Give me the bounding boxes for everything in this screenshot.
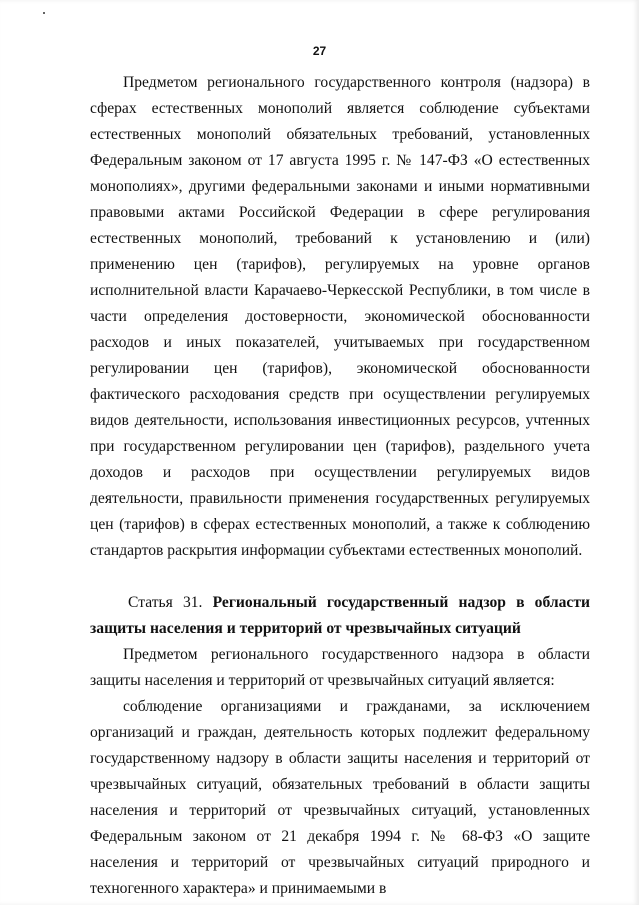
paragraph-natural-monopolies-control: Предметом регионального государственного контроля (надзора) в сферах естественных монополий является соблюдение субъектами естественных монополий обязательных требований, установленных Федеральным законом от 17 августа 1995 г. № 147-ФЗ «О естественных монополиях», другими федеральными законами и иными нормативными правовыми актами Российской Федерации в сфере регулирования естественных монополий, требований к установлению и (или) применению цен (тарифов), регулируемых на уровне органов исполнительной власти Карачаево-Черкесской Республики, в том числе в части определения достоверности, экономической обоснованности расходов и иных показателей, учитываемых при государственном регулировании цен (тарифов), экономической обоснованности фактического расходования средств при осуществлении регулируемых видов деятельности, использования инвестиционных ресурсов, учтенных при государственном регулировании цен (тарифов), раздельного учета доходов и расходов при осуществлении регулируемых видов деятельности, правильности применения государственных регулируемых цен (тарифов) в сферах естественных монополий, а также к соблюдению стандартов раскрытия информации субъектами естественных монополий. [90, 74, 590, 559]
document-body [90, 70, 590, 902]
article-31-heading [90, 590, 590, 642]
article-title: Региональный государственный надзор в области защиты населения и территорий от чрезвычайных ситуаций [90, 594, 590, 637]
paragraph-compliance-requirements: соблюдение организациями и гражданами, за исключением организаций и граждан, деятельность которых подлежит федеральному государственному надзору в области защиты населения и территорий от чрезвычайных ситуаций, обязательных требований в области защиты населения и территорий от чрезвычайных ситуаций, установленных Федеральным законом от 21 декабря 1994 г. № 68-ФЗ «О защите населения и территорий от чрезвычайных ситуаций природного и техногенного характера» и принимаемыми в [90, 698, 590, 897]
scan-artifact-dot [43, 12, 45, 14]
page-number: 27 [312, 44, 327, 58]
article-number: Статья 31. [128, 594, 213, 611]
paragraph-spacer [90, 564, 590, 590]
paragraph-emergency-supervision-subject: Предметом регионального государственного надзора в области защиты населения и территорий от чрезвычайных ситуаций является: [90, 646, 590, 689]
